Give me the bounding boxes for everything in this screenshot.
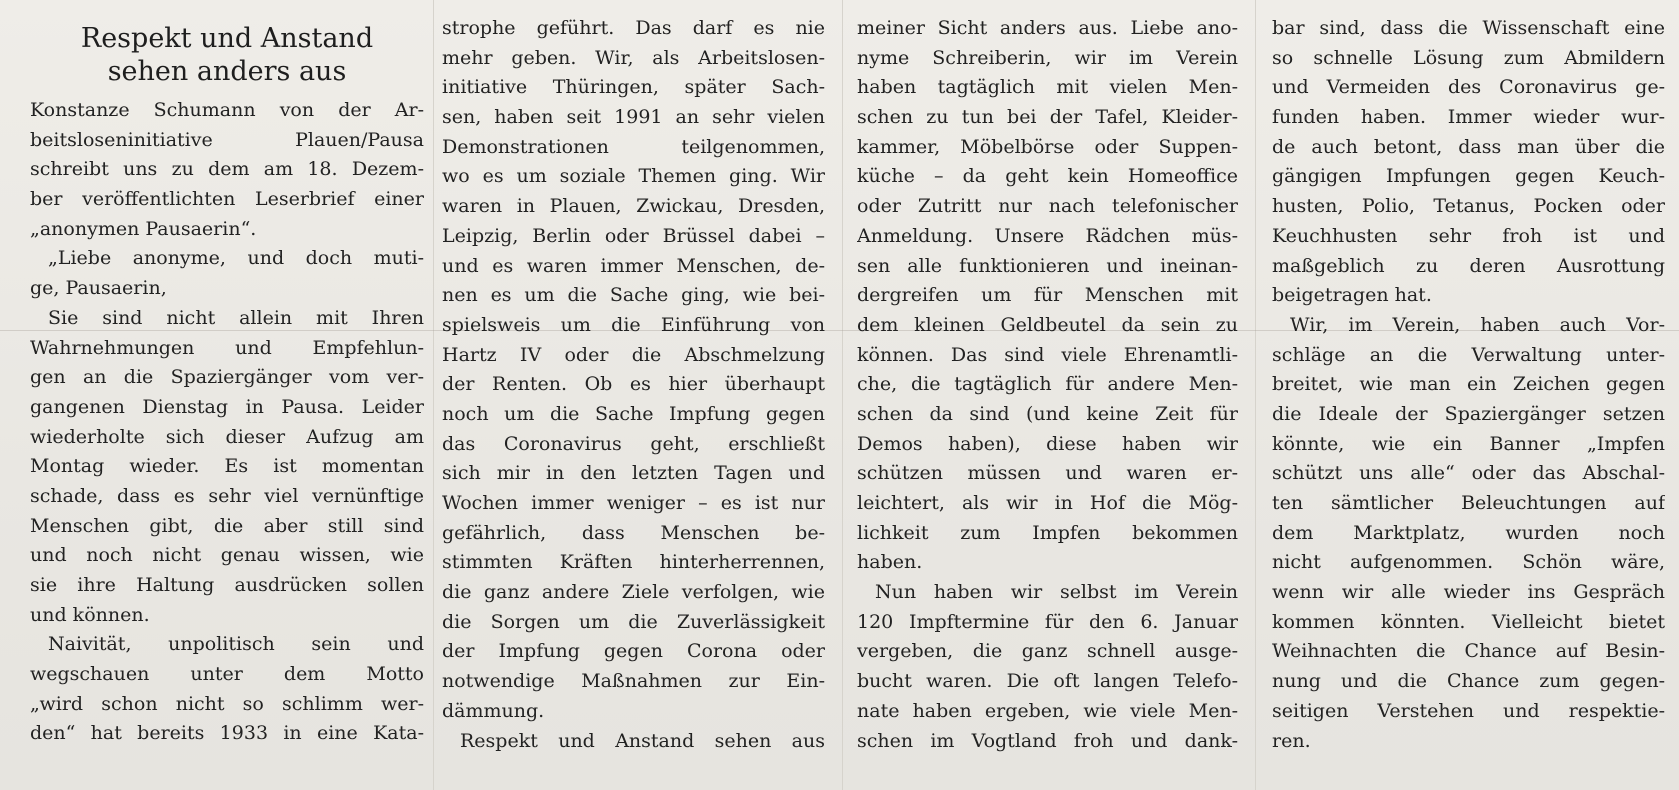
text-line: ge, Pausaerin, bbox=[30, 277, 167, 300]
text-line: schade, dass es sehr viel vernünftige bbox=[30, 484, 424, 507]
text-line: gefährlich, dass Menschen be- bbox=[442, 521, 825, 544]
text-line: wenn wir alle wieder ins Gespräch bbox=[1272, 581, 1665, 604]
column-1-body bbox=[30, 96, 424, 749]
text-line: schen zu tun bei der Tafel, Kleider- bbox=[857, 106, 1238, 129]
text-line: sie ihre Haltung ausdrücken sollen bbox=[30, 574, 424, 596]
text-line: küche – da geht kein Homeoffice bbox=[857, 165, 1238, 188]
text-line: sen alle funktionieren und ineinan- bbox=[857, 254, 1238, 277]
text-column-3 bbox=[857, 14, 1238, 756]
text-line: dergreifen um für Menschen mit bbox=[857, 284, 1238, 307]
text-line: Weihnachten die Chance auf Besin- bbox=[1272, 640, 1665, 663]
text-line: dem kleinen Geldbeutel da sein zu bbox=[857, 313, 1238, 336]
text-line: initiative Thüringen, später Sach- bbox=[442, 76, 825, 99]
text-line: Leipzig, Berlin oder Brüssel dabei – bbox=[442, 224, 825, 247]
text-line: die Ideale der Spaziergänger setzen bbox=[1272, 402, 1665, 425]
column-4-body bbox=[1272, 14, 1665, 756]
text-line: und können. bbox=[30, 603, 150, 626]
text-line: nicht aufgenommen. Schön wäre, bbox=[1272, 551, 1665, 574]
text-line: der Renten. Ob es hier überhaupt bbox=[442, 373, 825, 396]
text-line: schützen müssen und waren er- bbox=[857, 462, 1238, 485]
text-line: haben. bbox=[857, 551, 923, 574]
headline-line-1: Respekt und Anstand bbox=[80, 23, 374, 54]
text-line: schläge an die Verwaltung unter- bbox=[1272, 343, 1665, 366]
text-line: die Sorgen um die Zuverlässigkeit bbox=[442, 610, 825, 633]
text-line: nyme Schreiberin, wir im Verein bbox=[857, 46, 1238, 69]
text-line: notwendige Maßnahmen zur Ein- bbox=[442, 670, 825, 693]
text-line: schreibt uns zu dem am 18. Dezem- bbox=[30, 158, 424, 181]
text-line: gangenen Dienstag in Pausa. Leider bbox=[30, 395, 424, 418]
text-line: wo es um soziale Themen ging. Wir bbox=[442, 165, 825, 188]
text-line: stimmten Kräften hinterherrennen, bbox=[442, 551, 825, 574]
text-line: husten, Polio, Tetanus, Pocken oder bbox=[1272, 195, 1665, 218]
text-line: seitigen Verstehen und respektie- bbox=[1272, 699, 1665, 722]
text-line: nate haben ergeben, wie viele Men- bbox=[857, 699, 1238, 722]
text-line: lichkeit zum Impfen bekommen bbox=[857, 521, 1238, 544]
text-line: 120 Impftermine für den 6. Januar bbox=[857, 610, 1238, 633]
text-line: so schnelle Lösung zum Abmildern bbox=[1272, 46, 1665, 69]
text-line: gängigen Impfungen gegen Keuch- bbox=[1272, 165, 1665, 188]
text-line: der Impfung gegen Corona oder bbox=[442, 640, 825, 663]
text-line: bar sind, dass die Wissenschaft eine bbox=[1272, 17, 1665, 39]
text-line: nung und die Chance zum gegen- bbox=[1272, 670, 1665, 693]
text-line: Keuchhusten sehr froh ist und bbox=[1272, 224, 1665, 247]
text-line: haben tagtäglich mit vielen Men- bbox=[857, 76, 1238, 99]
text-line: Wahrnehmungen und Empfehlun- bbox=[30, 336, 424, 359]
text-line: meiner Sicht anders aus. Liebe ano- bbox=[857, 17, 1238, 39]
text-line: breitet, wie man ein Zeichen gegen bbox=[1272, 373, 1665, 396]
text-line: spielsweis um die Einführung von bbox=[442, 313, 825, 336]
text-line: und es waren immer Menschen, de- bbox=[442, 254, 825, 277]
text-line: den“ hat bereits 1933 in eine Kata- bbox=[30, 722, 424, 745]
article-headline bbox=[30, 22, 424, 88]
text-line: waren in Plauen, Zwickau, Dresden, bbox=[442, 195, 825, 218]
text-line: beigetragen hat. bbox=[1272, 284, 1432, 307]
headline-line-2: sehen anders aus bbox=[107, 56, 347, 87]
text-line: leichtert, als wir in Hof die Mög- bbox=[857, 492, 1238, 514]
text-line: gen an die Spaziergänger vom ver- bbox=[30, 366, 424, 389]
text-line: noch um die Sache Impfung gegen bbox=[442, 402, 825, 425]
text-line: Demonstrationen teilgenommen, bbox=[442, 135, 825, 158]
text-column-4 bbox=[1272, 14, 1665, 756]
text-line: die ganz andere Ziele verfolgen, wie bbox=[442, 581, 825, 604]
column-3-body bbox=[857, 14, 1238, 756]
text-line: ren. bbox=[1272, 729, 1311, 752]
text-line: das Coronavirus geht, erschließt bbox=[442, 432, 825, 455]
text-line: Wochen immer weniger – es ist nur bbox=[442, 492, 825, 514]
text-line: könnte, wie ein Banner „Impfen bbox=[1272, 432, 1665, 455]
text-line: sen, haben seit 1991 an sehr vielen bbox=[442, 106, 825, 129]
text-line: dem Marktplatz, wurden noch bbox=[1272, 521, 1665, 544]
text-column-2 bbox=[442, 14, 825, 756]
text-line: sich mir in den letzten Tagen und bbox=[442, 462, 825, 485]
text-line: wegschauen unter dem Motto bbox=[30, 663, 424, 686]
text-line: funden haben. Immer wieder wur- bbox=[1272, 106, 1665, 129]
text-line: schen im Vogtland froh und dank- bbox=[857, 729, 1238, 752]
text-line: Sie sind nicht allein mit Ihren bbox=[48, 306, 424, 329]
text-line: und Vermeiden des Coronavirus ge- bbox=[1272, 76, 1665, 99]
text-line: Nun haben wir selbst im Verein bbox=[875, 581, 1238, 604]
text-line: Montag wieder. Es ist momentan bbox=[30, 455, 424, 478]
column-divider bbox=[433, 0, 434, 790]
text-line: ber veröffentlichten Leserbrief einer bbox=[30, 188, 424, 211]
text-line: dämmung. bbox=[442, 699, 545, 722]
text-line: kammer, Möbelbörse oder Suppen- bbox=[857, 135, 1238, 158]
column-2-body bbox=[442, 14, 825, 756]
text-line: „wird schon nicht so schlimm wer- bbox=[30, 692, 424, 715]
text-line: Konstanze Schumann von der Ar- bbox=[30, 99, 424, 121]
text-line: oder Zutritt nur nach telefonischer bbox=[857, 195, 1238, 218]
text-line: „Liebe anonyme, und doch muti- bbox=[48, 247, 424, 270]
text-line: schützt uns alle“ oder das Abschal- bbox=[1272, 462, 1665, 485]
text-line: mehr geben. Wir, als Arbeitslosen- bbox=[442, 46, 825, 69]
text-line: nen es um die Sache ging, wie bei- bbox=[442, 284, 825, 307]
text-line: Demos haben), diese haben wir bbox=[857, 432, 1238, 455]
text-line: strophe geführt. Das darf es nie bbox=[442, 17, 825, 39]
text-line: Hartz IV oder die Abschmelzung bbox=[442, 343, 825, 366]
text-line: schen da sind (und keine Zeit für bbox=[857, 402, 1238, 425]
text-line: de auch betont, dass man über die bbox=[1272, 135, 1665, 158]
text-line: Wir, im Verein, haben auch Vor- bbox=[1290, 313, 1665, 336]
text-line: Anmeldung. Unsere Rädchen müs- bbox=[857, 224, 1238, 247]
text-column-1 bbox=[30, 14, 424, 749]
text-line: Menschen gibt, die aber still sind bbox=[30, 514, 424, 537]
text-line: Naivität, unpolitisch sein und bbox=[48, 633, 424, 656]
text-line: Respekt und Anstand sehen aus bbox=[460, 729, 825, 752]
text-line: können. Das sind viele Ehrenamtli- bbox=[857, 343, 1238, 366]
text-line: che, die tagtäglich für andere Men- bbox=[857, 373, 1238, 396]
text-line: ten sämtlicher Beleuchtungen auf bbox=[1272, 492, 1665, 514]
text-line: „anonymen Pausaerin“. bbox=[30, 217, 257, 240]
column-divider bbox=[842, 0, 843, 790]
column-divider bbox=[1255, 0, 1256, 790]
text-line: und noch nicht genau wissen, wie bbox=[30, 544, 424, 567]
text-line: maßgeblich zu deren Ausrottung bbox=[1272, 254, 1665, 277]
text-line: wiederholte sich dieser Aufzug am bbox=[30, 425, 424, 448]
text-line: kommen könnten. Vielleicht bietet bbox=[1272, 610, 1665, 633]
text-line: beitsloseninitiative Plauen/Pausa bbox=[30, 128, 424, 151]
text-line: vergeben, die ganz schnell ausge- bbox=[857, 640, 1238, 663]
text-line: bucht waren. Die oft langen Telefo- bbox=[857, 670, 1238, 693]
